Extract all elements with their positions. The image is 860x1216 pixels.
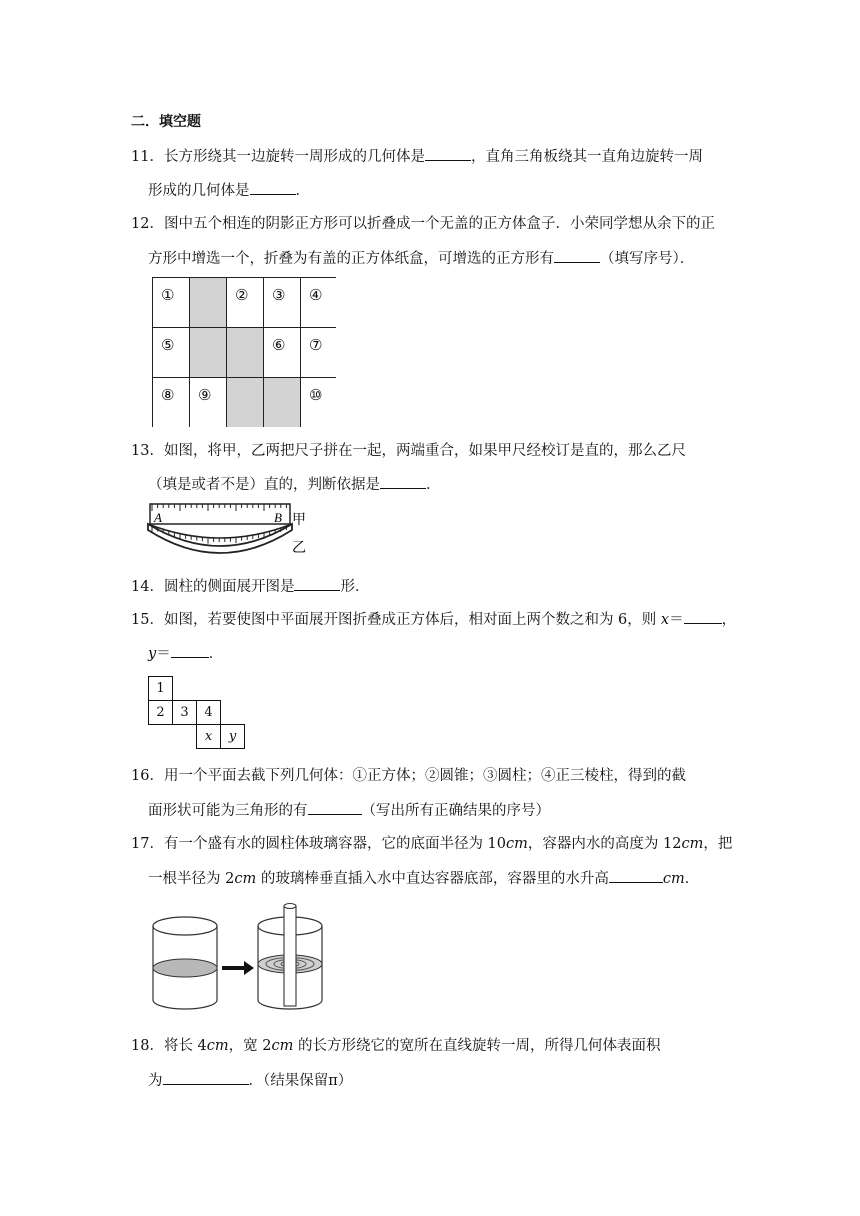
grid-cell [301, 378, 337, 427]
q15-text-a: 15．如图，若要使图中平面展开图折叠成正方体后，相对面上两个数之和为 6，则 [131, 612, 661, 628]
q15-eq-2: ＝ [156, 646, 171, 662]
label-a: A [154, 510, 162, 525]
net-cell-1: 1 [148, 676, 173, 701]
q18-text-b: ，宽 2 [228, 1038, 272, 1054]
q17-blank[interactable] [609, 868, 663, 883]
cube-net-figure [148, 676, 248, 748]
q12-text-a: 方形中增选一个，折叠为有盖的正方体纸盒，可增选的正方形有 [148, 251, 554, 267]
q11-text-a: 11．长方形绕其一边旋转一周形成的几何体是 [131, 149, 425, 165]
grid-cell-label: ⑩ [309, 386, 323, 404]
question-18-line2 [148, 1070, 352, 1091]
q17-unit-2: cm [681, 836, 704, 852]
q11-blank-1[interactable] [425, 146, 471, 161]
grid-cell-label: ⑤ [161, 336, 175, 354]
q13-blank[interactable] [380, 474, 426, 489]
question-12-line1: 12．图中五个相连的阴影正方形可以折叠成一个无盖的正方体盒子．小荣同学想从余下的正 [131, 216, 715, 232]
q11-text-c: 形成的几何体是 [148, 183, 250, 199]
q17-text-d: 一根半径为 2 [148, 871, 235, 887]
question-16-line1: 16．用一个平面去截下列几何体：①正方体；②圆锥；③圆柱；④正三棱柱，得到的截 [131, 768, 686, 784]
question-17-line1 [131, 834, 732, 854]
net-cell-2: 2 [148, 700, 173, 725]
question-14 [131, 576, 369, 597]
question-13-line1: 13．如图，将甲，乙两把尺子拼在一起，两端重合，如果甲尺经校订是直的，那么乙尺 [131, 443, 686, 459]
label-b: B [274, 510, 282, 525]
q17-text-a: 17．有一个盛有水的圆柱体玻璃容器，它的底面半径为 10 [131, 836, 507, 852]
q18-unit-1: cm [206, 1038, 229, 1054]
q14-text-a: 14．圆柱的侧面展开图是 [131, 579, 295, 595]
grid-cell-label: ④ [309, 286, 323, 304]
q18-text-e: ．（结果保留π） [248, 1073, 353, 1089]
q17-text-c: ，把 [703, 836, 733, 852]
grid-cell [153, 278, 189, 327]
rulers-figure [146, 500, 316, 560]
question-11-line1 [131, 146, 703, 167]
question-11-line2 [148, 180, 310, 201]
question-15-line1 [131, 609, 736, 630]
q18-text-d: 为 [148, 1073, 163, 1089]
q11-text-b: ，直角三角板绕其一直角边旋转一周 [470, 149, 703, 165]
q17-unit-1: cm [506, 836, 528, 852]
grid-cell [227, 328, 263, 377]
cylinder-figure [150, 898, 330, 1016]
grid-cell [264, 278, 300, 327]
grid-cell-label: ⑨ [198, 386, 212, 404]
q15-blank-y[interactable] [171, 643, 209, 658]
q18-text-a: 18．将长 4 [131, 1038, 207, 1054]
q17-unit-3: cm [234, 871, 257, 887]
q12-text-b: （填写序号）． [600, 251, 695, 267]
q13-text-b: ． [426, 477, 441, 493]
grid-cell-label: ⑦ [309, 336, 323, 354]
grid-cell [301, 278, 337, 327]
grid-cell [227, 378, 263, 427]
grid-cell [264, 378, 300, 427]
question-12-line2 [148, 248, 694, 269]
q17-unit-4: cm [662, 871, 685, 887]
q18-unit-2: cm [271, 1038, 294, 1054]
label-jia: 甲 [292, 512, 306, 528]
question-13-line2 [148, 474, 441, 495]
net-cell-3: 3 [172, 700, 197, 725]
net-cell-x: x [196, 724, 221, 749]
grid-cell [190, 278, 226, 327]
label-yi: 乙 [292, 540, 306, 556]
question-18-line1 [131, 1036, 661, 1056]
q17-text-f: ． [684, 871, 700, 887]
q18-text-c: 的长方形绕它的宽所在直线旋转一周，所得几何体表面积 [293, 1038, 661, 1054]
grid-cell [190, 378, 226, 427]
question-16-line2 [148, 800, 550, 821]
grid-cell-label: ⑧ [161, 386, 175, 404]
grid-cell [153, 328, 189, 377]
q17-text-b: ，容器内水的高度为 12 [527, 836, 682, 852]
grid-cell-label: ② [235, 286, 249, 304]
grid-cell [264, 328, 300, 377]
question-15-line2 [148, 643, 223, 664]
net-cell-4: 4 [196, 700, 221, 725]
q11-blank-2[interactable] [250, 180, 296, 195]
q15-eq-1: ＝ [669, 612, 684, 628]
net-cell-y: y [220, 724, 245, 749]
grid-cell-label: ① [161, 286, 175, 304]
grid-cell-label: ⑥ [272, 336, 286, 354]
q15-var-x: x [660, 612, 670, 628]
q11-text-d: ． [295, 183, 310, 199]
grid-cell [301, 328, 337, 377]
q15-text-b: ， [721, 612, 737, 628]
q15-var-y: y [148, 646, 157, 662]
grid-cell [153, 378, 189, 427]
q16-text-b: （写出所有正确结果的序号） [361, 803, 550, 819]
q13-text-a: （填是或者不是）直的，判断依据是 [148, 477, 380, 493]
q12-blank[interactable] [554, 248, 600, 263]
section-title: 二．填空题 [131, 114, 201, 130]
grid-cell [190, 328, 226, 377]
grid-cell [227, 278, 263, 327]
question-17-line2 [148, 868, 699, 889]
q17-text-e: 的玻璃棒垂直插入水中直达容器底部，容器里的水升高 [256, 871, 609, 887]
q16-blank[interactable] [308, 800, 362, 815]
q18-blank[interactable] [163, 1070, 249, 1085]
grid-cell-label: ③ [272, 286, 286, 304]
q15-text-c: ． [208, 646, 224, 662]
square-grid-figure [152, 277, 336, 427]
q14-text-b: 形． [340, 579, 370, 595]
q14-blank[interactable] [294, 576, 340, 591]
q16-text-a: 面形状可能为三角形的有 [148, 803, 308, 819]
q15-blank-x[interactable] [684, 609, 722, 624]
